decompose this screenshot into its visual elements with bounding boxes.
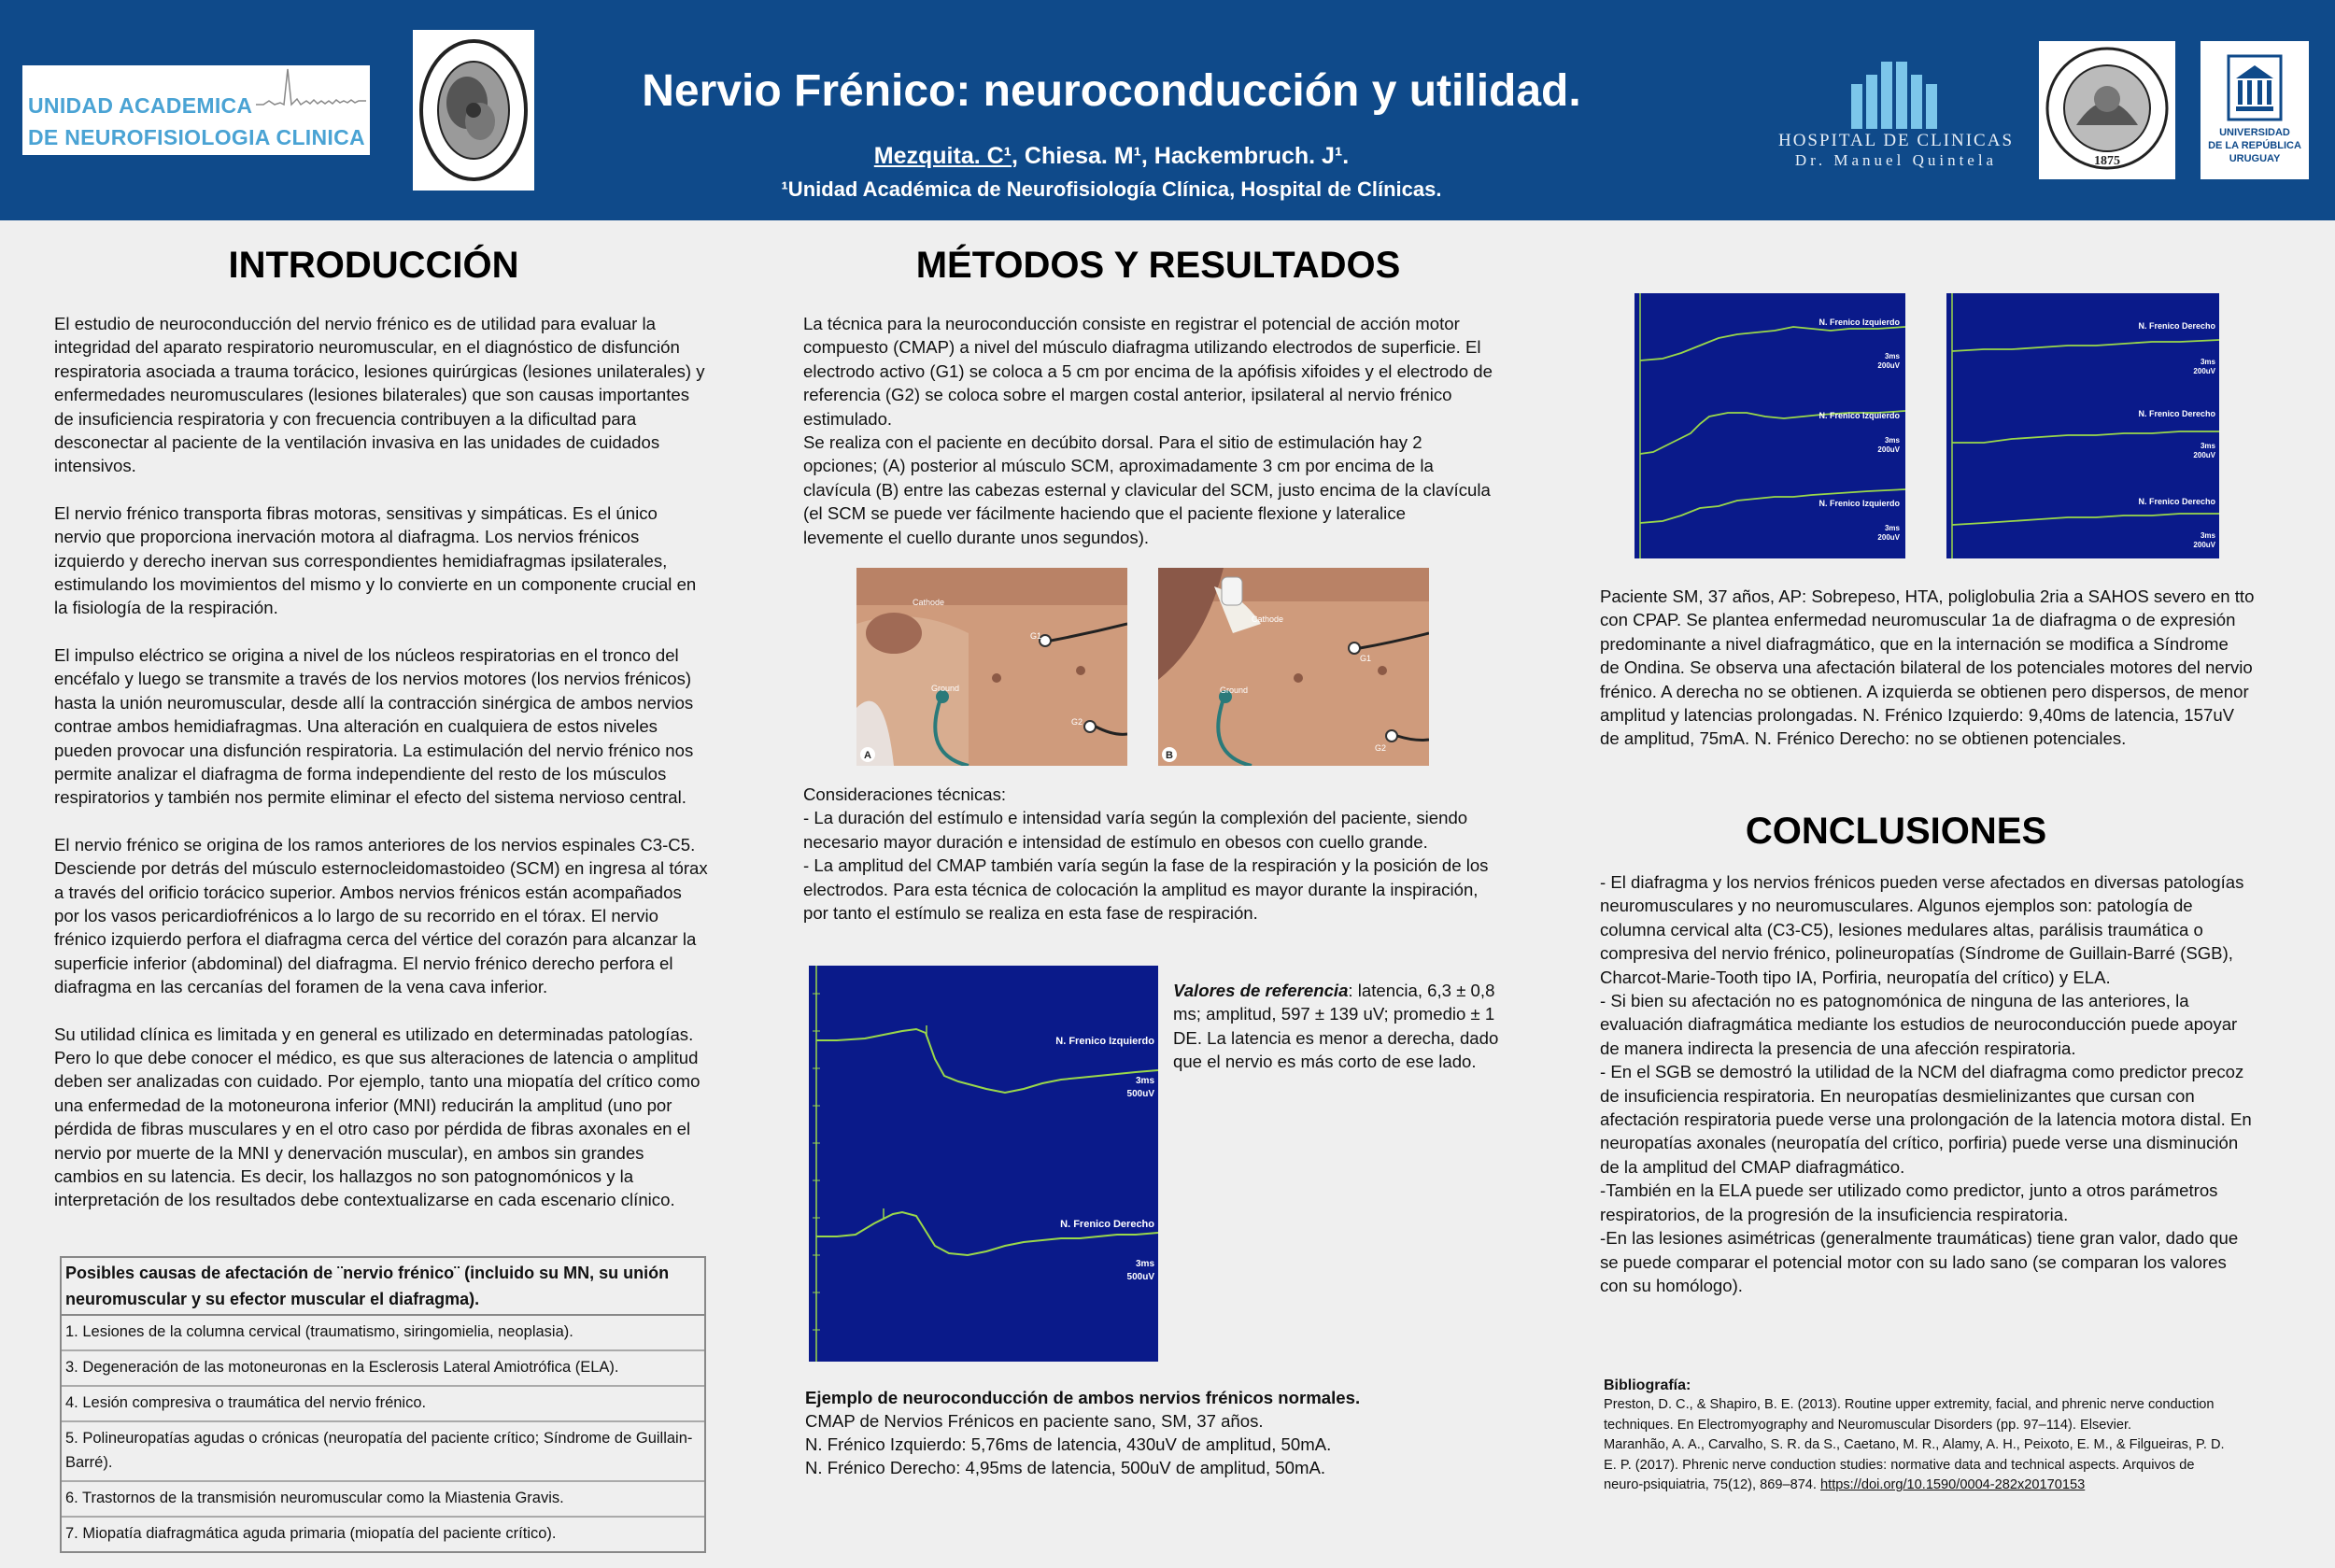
hospital-bars-icon (1851, 62, 1941, 129)
text-line: enfermedades neuromusculares (lesiones bilaterales) que son causas importantes (54, 385, 690, 405)
text-line: clavícula (B) entre las cabezas esternal y clavicular del SCM, justo encima de la clavícula (803, 479, 1491, 500)
text-line: de Ondina. Se observa una afectación bilateral de los potenciales motores del nervio (1600, 657, 2253, 678)
text-line: interpretación de los resultados debe contextualizarse en cada escenario clínico. (54, 1190, 675, 1210)
emg-scale-uv: 200uV (1877, 361, 1900, 370)
g2-label: G2 (1375, 743, 1387, 753)
fmed-seal-icon (2039, 41, 2175, 179)
intro-paragraph-2 (54, 501, 736, 620)
causes-table (60, 1256, 706, 1553)
caption-title: Ejemplo de neuroconducción de ambos nervios frénicos normales. (805, 1388, 1361, 1407)
bibliography-last-line: neuro-psiquiatria, 75(12), 869–874. (1604, 1477, 1821, 1493)
text-line: columna cervical alta (C3-C5), lesiones medulares altas, parálisis traumática o (1600, 919, 2203, 939)
table-row: 5. Polineuropatías agudas o crónicas (neuropatía del paciente crítico; Síndrome de Guillain-Barré). (62, 1422, 704, 1482)
neurology-seal-icon (413, 30, 534, 191)
intro-heading: INTRODUCCIÓN (228, 245, 519, 286)
logo-unidad-line1: UNIDAD ACADEMICA (28, 93, 253, 118)
intro-body (54, 312, 736, 1212)
cathode-label: Cathode (913, 598, 945, 607)
emg-scale-uv: 200uV (2193, 367, 2215, 375)
table-row: 6. Trastornos de la transmisión neuromuscular como la Miastenia Gravis. (62, 1482, 704, 1518)
text-line: Preston, D. C., & Shapiro, B. E. (2013). Routine upper extremity, facial, and phrenic nerve conduction (1604, 1397, 2215, 1413)
table-row: 4. Lesión compresiva o traumática del nervio frénico. (62, 1387, 704, 1422)
emg-case-right-label: N. Frenico Derecho (2138, 409, 2215, 418)
emg-trace2-label: N. Frenico Derecho (1060, 1219, 1154, 1230)
text-line: Charcot-Marie-Tooth tipo IA, Porfiria, neuropatía del crítico) y ELA. (1600, 967, 2111, 987)
facultad-medicina-seal (2039, 41, 2175, 179)
emg-scale-uv: 200uV (1877, 533, 1900, 542)
text-line: El estudio de neuroconducción del nervio frénico es de utilidad para evaluar la (54, 314, 656, 333)
text-line: ms; amplitud, 597 ± 139 uV; promedio ± 1 (1173, 1004, 1495, 1024)
poster-header (0, 0, 2335, 220)
text-line: encéfalo y luego se transmite a través de los nervios motores (los nervios frénicos) (54, 669, 692, 689)
text-line: la fisiología de la respiración. (54, 598, 278, 618)
text-line: (el SCM se puede ver fácilmente haciendo que el paciente flexione y lateralice (803, 503, 1406, 524)
poster-authors (579, 143, 1644, 170)
emg-scale-uv: 500uV (1126, 1272, 1154, 1282)
table-row: 7. Miopatía diafragmática aguda primaria (miopatía del paciente crítico). (65, 1525, 557, 1542)
text-line: estimulando los movimientos del mismo y lo convierte en un componente crucial en (54, 574, 697, 595)
text-line: Consideraciones técnicas: (803, 784, 1007, 804)
udelar-building-icon (2227, 54, 2283, 121)
text-line: de amplitud, 75mA. N. Frénico Derecho: no se obtienen potenciales. (1600, 728, 2127, 749)
text-line: respiratorios y también nos permite eliminar el efecto del sistema nervioso central. (54, 787, 686, 808)
poster-title: Nervio Frénico: neuroconducción y utilidad. (642, 66, 1581, 116)
emg-scale-ms: 3ms (1884, 436, 1900, 445)
text-line: compuesto (CMAP) a nivel del músculo diafragma utilizando electrodos de superficie. El (803, 337, 1481, 358)
text-line: evaluación diafragmática mediante los estudios de neuroconducción puede apoyar (1600, 1014, 2238, 1035)
first-author: Mezquita. C¹ (873, 143, 1012, 169)
text-line: N. Frénico Izquierdo: 5,76ms de latencia, 430uV de amplitud, 50mA. (805, 1434, 1332, 1454)
text-line: afectación respiratoria puede verse una prolongación de la latencia motora distal. En (1600, 1109, 2252, 1130)
text-line: frénico. A derecha no se obtienen. A izquierda se obtienen pero dispersos, de menor (1600, 681, 2249, 701)
fmed-year: 1875 (2094, 154, 2120, 168)
poster-affiliation: ¹Unidad Académica de Neurofisiología Clínica, Hospital de Clínicas. (781, 177, 1442, 201)
unidad-neurofisiologia-logo (22, 65, 370, 155)
ground-label: Ground (931, 684, 960, 693)
conclusions-heading: CONCLUSIONES (1745, 811, 2047, 852)
emg-scale-uv: 200uV (1877, 445, 1900, 454)
g2-label: G2 (1071, 717, 1083, 727)
emg-normal-caption (805, 1386, 1515, 1479)
text-line: El nervio frénico transporta fibras motoras, sensitivas y simpáticas. Es el único (54, 502, 658, 523)
photo-b-label: B (1166, 750, 1173, 761)
text-line: desconectar al paciente de la ventilación invasiva en las unidades de cuidados (54, 432, 660, 453)
text-line: con CPAP. Se plantea enfermedad neuromuscular 1a de diafragma o de expresión (1600, 610, 2236, 630)
text-line: electrodo activo (G1) se coloca a 5 cm por encima de la apófisis xifoides y el electrodo de (803, 360, 1493, 381)
text-line: compresiva del nervio frénico, polineuropatías (Síndrome de Guillain-Barré (SGB), (1600, 943, 2233, 964)
text-line: electrodos. Para esta técnica de colocación la amplitud es mayor durante la inspiración, (803, 879, 1479, 899)
emg-scale-uv: 200uV (2193, 541, 2215, 549)
text-line: intensivos. (54, 456, 136, 476)
emg-case-right-screen (1946, 293, 2219, 558)
udelar-line3: URUGUAY (2229, 153, 2281, 164)
intro-paragraph-1 (54, 312, 736, 478)
text-line: - La amplitud del CMAP también varía según la fase de la respiración y la posición de los (803, 855, 1489, 876)
technical-considerations (803, 783, 1532, 925)
text-line: superficie inferior (abdominal) del diafragma. El nervio frénico derecho perfora el (54, 953, 673, 973)
photo-a-label: A (864, 750, 871, 761)
cathode-label: Cathode (1252, 614, 1284, 624)
emg-scale-ms: 3ms (1135, 1259, 1154, 1269)
ground-label: Ground (1220, 685, 1249, 695)
emg-case-left-label: N. Frenico Izquierdo (1818, 318, 1900, 327)
text-line: referencia (G2) se coloca sobre el margen costal anterior, ipsilateral al nervio frénico (803, 385, 1452, 405)
text-line: El nervio frénico se origina de los ramos anteriores de los nervios espinales C3-C5. (54, 834, 696, 855)
emg-case-right-label: N. Frenico Derecho (2138, 321, 2215, 331)
text-line: La técnica para la neuroconducción consiste en registrar el potencial de acción motor (803, 314, 1460, 333)
text-line: opciones; (A) posterior al músculo SCM, aproximadamente 3 cm por encima de la (803, 456, 1434, 476)
text-line: -En las lesiones asimétricas (generalmente traumáticas) tiene gran valor, dado que (1600, 1228, 2239, 1249)
text-line: nervio por muerte de la MNI y denervación muscular), en ambos sin grandes (54, 1142, 644, 1163)
emg-normal-traces (809, 966, 1158, 1362)
intro-paragraph-3 (54, 643, 736, 810)
text-line: Desciende por detrás del músculo esternocleidomastoideo (SCM) en ingresa al tórax (54, 858, 708, 879)
text-line: contrae ambos hemidiafragmas. Una alteración en cualquiera de estos niveles (54, 716, 658, 737)
text-line: El impulso eléctrico se origina a nivel de los núcleos respiratorias en el tronco del (54, 644, 679, 665)
intro-paragraph-4 (54, 833, 736, 999)
other-authors: , Chiesa. M¹, Hackembruch. J¹. (1012, 143, 1350, 169)
patient-photo-b (1158, 568, 1429, 766)
text-line: respiratorios, de la progresión de la insuficiencia respiratoria. (1600, 1204, 2069, 1224)
emg-scale-ms: 3ms (2200, 358, 2215, 366)
text-line: respiratoria asociada a trauma torácico, lesiones quirúrgicas (lesiones unilaterales) y (54, 360, 705, 381)
causes-table-header: Posibles causas de afectación de ¨nervio frénico¨ (incluido su MN, su unión neuromuscular y su efector muscular el diafragma). (62, 1258, 704, 1316)
g1-label: G1 (1360, 654, 1372, 663)
hospital-clinicas-logo (1775, 58, 2017, 170)
reference-values-label: Valores de referencia (1173, 981, 1349, 1000)
emg-case-left-label: N. Frenico Izquierdo (1818, 499, 1900, 508)
emg-scale-ms: 3ms (1884, 524, 1900, 532)
text-line: frénico izquierdo perfora el diafragma cerca del vértice del corazón para alcanzar la (54, 929, 697, 950)
text-line: N. Frénico Derecho: 4,95ms de latencia, 500uV de amplitud, 50mA. (805, 1458, 1326, 1477)
table-row: 1. Lesiones de la columna cervical (traumatismo, siringomielia, neoplasia). (62, 1316, 704, 1351)
text-line: una enfermedad de la motoneurona inferior (MNI) reducirán la amplitud (uno por (54, 1095, 672, 1115)
emg-case-right-traces (1946, 293, 2219, 558)
text-line: deben ser analizadas con cuidado. Por ejemplo, tanto una miopatía del crítico como (54, 1071, 700, 1092)
text-line: - El diafragma y los nervios frénicos pueden verse afectados en diversas patologías (1600, 872, 2244, 892)
text-line: de la amplitud del CMAP diafragmático. (1600, 1156, 1905, 1177)
text-line: E. P. (2017). Phrenic nerve conduction studies: normative data and technical aspects. Arquivos de (1604, 1457, 2195, 1473)
emg-case-left-label: N. Frenico Izquierdo (1818, 411, 1900, 420)
emg-trace1-label: N. Frenico Izquierdo (1055, 1036, 1154, 1047)
methods-heading: MÉTODOS Y RESULTADOS (915, 245, 1401, 286)
case-description (1600, 585, 2319, 751)
patient-photo-a (856, 568, 1127, 766)
text-line: techniques. En Electromyography and Neuromuscular Disorders (pp. 97–114). Elsevier. (1604, 1417, 2132, 1433)
text-line: nervio que proporciona inervación motora al diafragma. Los nervios frénicos (54, 527, 640, 547)
text-line: Se realiza con el paciente en decúbito dorsal. Para el sitio de estimulación hay 2 (803, 432, 1422, 453)
text-line: por tanto el estímulo se realiza en esta fase de respiración. (803, 903, 1258, 924)
bibliography (1604, 1376, 2323, 1495)
udelar-line1: UNIVERSIDAD (2219, 127, 2290, 138)
doi-link[interactable]: https://doi.org/10.1590/0004-282x20170153 (1820, 1477, 2086, 1493)
photo-stimulation-b (1158, 568, 1429, 766)
emg-scale-ms: 3ms (2200, 531, 2215, 540)
g1-label: G1 (1030, 631, 1042, 641)
emg-scale-uv: 500uV (1126, 1089, 1154, 1099)
emg-scale-ms: 3ms (1884, 352, 1900, 360)
text-line: de insuficiencia respiratoria. En neuropatías desmielinizantes que cursan con (1600, 1085, 2195, 1106)
hospital-name: HOSPITAL DE CLINICAS (1777, 131, 2015, 150)
text-line: neuropatías axonales (neuropatía del crítico, porfiria) puede verse una disminución (1600, 1133, 2239, 1153)
text-line: - En el SGB se demostró la utilidad de la NCM del diafragma como predictor precoz (1600, 1062, 2244, 1082)
text-line: Paciente SM, 37 años, AP: Sobrepeso, HTA, poliglobulia 2ria a SAHOS severo en tto (1600, 586, 2255, 606)
udelar-logo (2201, 41, 2309, 179)
text-line: diafragma en las cercanías del foramen de la vena cava inferior. (54, 977, 548, 997)
text-line: predominante a nivel diafragmático, que en la internación se modifica a Síndrome (1600, 633, 2229, 654)
intro-paragraph-5 (54, 1023, 736, 1212)
text-line: integridad del aparato respiratorio neuromuscular, en el diagnóstico de disfunción (54, 337, 680, 358)
instituto-neurologia-seal (413, 30, 534, 191)
text-line (1173, 979, 1509, 1002)
methods-body (803, 312, 1532, 549)
text-line: amplitud y latencias prolongadas. N. Frénico Izquierdo: 9,40ms de latencia, 157uV (1600, 705, 2235, 726)
text-line: se puede comparar el potencial motor con su lado sano (se comparan los valores (1600, 1251, 2227, 1272)
table-row: 3. Degeneración de las motoneuronas en la Esclerosis Lateral Amiotrófica (ELA). (62, 1351, 704, 1387)
text-line: levemente el cuello durante unos segundos). (803, 527, 1150, 547)
reference-values-text: : latencia, 6,3 ± 0,8 (1348, 981, 1495, 1000)
text-line: de manera indirecta la presencia de una afección respiratoria. (1600, 1038, 2076, 1058)
text-line: Maranhão, A. A., Carvalho, S. R. da S., Caetano, M. R., Alamy, A. H., Peixoto, E. M., & Filgueiras, P. D. (1604, 1437, 2225, 1453)
bibliography-title: Bibliografía: (1604, 1377, 1691, 1393)
text-line: que el nervio es más corto de ese lado. (1173, 1052, 1477, 1072)
text-line: izquierdo y derecho inervan sus correspondientes hemidiafragmas ipsilaterales, (54, 550, 668, 571)
reference-values (1173, 979, 1509, 1074)
emg-case-left-screen (1634, 293, 1905, 558)
text-line: neuromusculares y no neuromusculares. Algunos ejemplos son: patología de (1600, 896, 2193, 916)
emg-case-left-traces (1634, 293, 1905, 558)
text-line: con su homólogo). (1600, 1275, 1743, 1295)
text-line: pueden provocar una disfunción respiratoria. La estimulación del nervio frénico nos (54, 740, 694, 760)
text-line: Pero lo que debe conocer el médico, es que sus alteraciones de latencia o amplitud (54, 1047, 699, 1067)
text-line: hasta la unión neuromuscular, desde allí la contracción sinérgica de ambos nervios (54, 692, 694, 713)
text-line: de insuficiencia respiratoria y con frecuencia contribuyen a la dificultad para (54, 408, 637, 429)
text-line: - La duración del estímulo e intensidad varía según la complexión del paciente, siendo (803, 808, 1468, 828)
text-line: cambios en su latencia. Es decir, los hallazgos no son patognomónicos y la (54, 1166, 634, 1186)
text-line: CMAP de Nervios Frénicos en paciente sano, SM, 37 años. (805, 1411, 1264, 1431)
emg-case-right-label: N. Frenico Derecho (2138, 497, 2215, 506)
text-line: pérdida de fibras musculares y en el otro caso por pérdida de fibras axonales en el (54, 1119, 691, 1139)
logo-unidad-line2: DE NEUROFISIOLOGIA CLINICA (28, 125, 365, 149)
text-line (1604, 1476, 2323, 1495)
hospital-subname: Dr. Manuel Quintela (1794, 151, 1998, 169)
text-line: necesario mayor duración e intensidad de estímulo en obesos con cuello grande. (803, 831, 1428, 852)
text-line: estimulado. (803, 408, 893, 429)
conclusions-body (1600, 870, 2319, 1297)
emg-scale-ms: 3ms (1135, 1076, 1154, 1086)
text-line: a través del orificio torácico superior. Ambos nervios frénicos están acompañados (54, 882, 682, 902)
udelar-line2: DE LA REPÚBLICA (2208, 140, 2301, 151)
text-line: Su utilidad clínica es limitada y en general es utilizado en determinadas patologías. (54, 1024, 694, 1044)
text-line: DE. La latencia es menor a derecha, dado (1173, 1027, 1499, 1048)
text-line: - Si bien su afectación no es patognomónica de ninguna de las anteriores, la (1600, 991, 2189, 1011)
text-line: por los vasos pericardiofrénicos a lo largo de su recorrido en el tórax. El nervio (54, 905, 658, 925)
text-line: permite analizar el diafragma de forma independiente del resto de los músculos (54, 763, 667, 784)
photo-stimulation-a (856, 568, 1127, 766)
text-line: -También en la ELA puede ser utilizado como predictor, junto a otros parámetros (1600, 1180, 2218, 1201)
emg-wave-icon (256, 65, 370, 121)
emg-scale-uv: 200uV (2193, 451, 2215, 459)
emg-normal-screen (809, 966, 1158, 1362)
emg-scale-ms: 3ms (2200, 442, 2215, 450)
